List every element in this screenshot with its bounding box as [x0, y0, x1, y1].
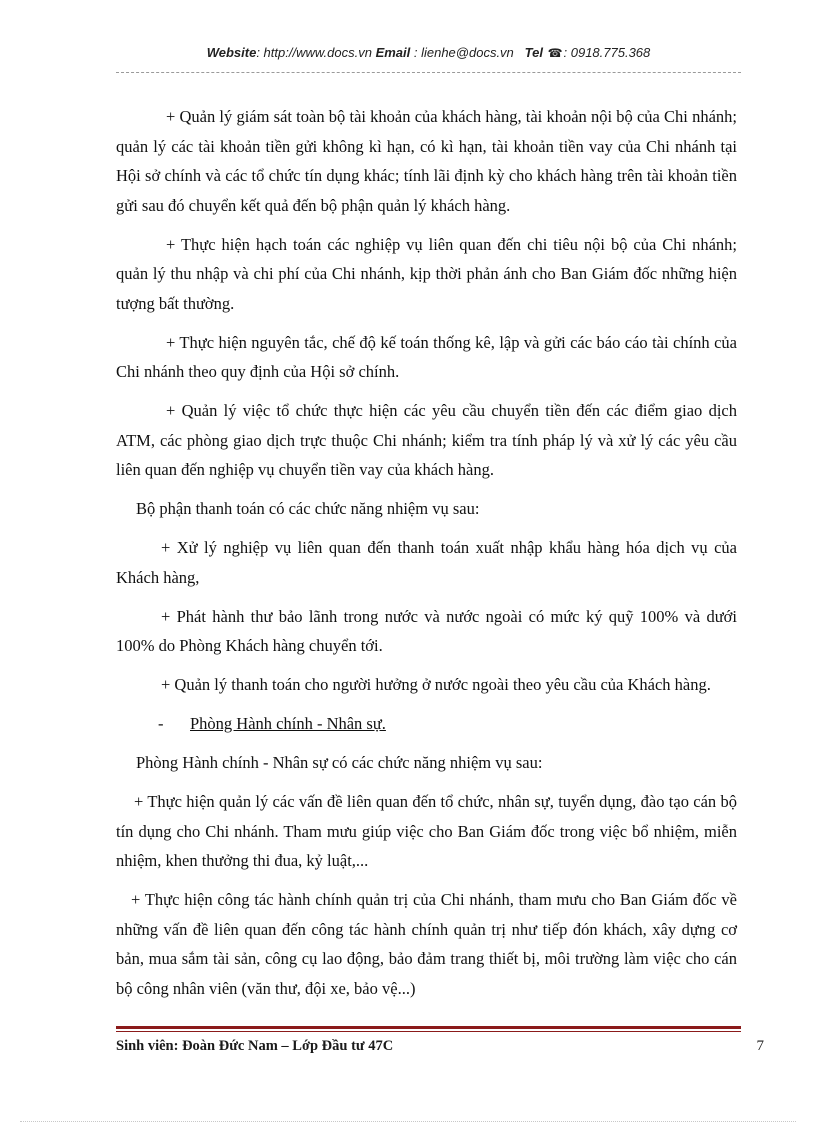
tel-label: Tel: [524, 45, 543, 60]
tel-value: : 0918.775.368: [563, 45, 651, 60]
email-value: : lienhe@docs.vn: [410, 45, 514, 60]
phone-icon: ☎: [547, 46, 563, 60]
email-label: Email: [375, 45, 411, 60]
page-header: [116, 45, 741, 60]
paragraph: + Quản lý thanh toán cho người hưởng ở nước ngoài theo yêu cầu của Khách hàng.: [161, 675, 711, 694]
footer-divider-thin: [116, 1031, 741, 1032]
paragraph: + Thực hiện hạch toán các nghiệp vụ liên quan đến chi tiêu nội bộ của Chi nhánh; quản lý thu nhập và chi phí của Chi nhánh, kịp thời phản ánh cho Ban Giám đốc những hiện tượng bất thường.: [116, 234, 737, 313]
paragraph: + Phát hành thư bảo lãnh trong nước và nước ngoài có mức ký quỹ 100% và dưới 100% do Phòng Khách hàng chuyển tới.: [116, 606, 737, 655]
website-label: Website: [206, 45, 257, 60]
paragraph: Bộ phận thanh toán có các chức năng nhiệm vụ sau:: [136, 499, 480, 518]
paragraph: + Thực hiện quản lý các vấn đề liên quan đến tổ chức, nhân sự, tuyển dụng, đào tạo cán bộ tín dụng cho Chi nhánh. Tham mưu giúp việc cho Ban Giám đốc trong việc bổ nhiệm, miễn nhiệm, khen thưởng thi đua, kỷ luật,...: [116, 792, 737, 870]
section-title: Phòng Hành chính - Nhân sự.: [190, 714, 386, 733]
website-value: : http://www.docs.vn: [256, 45, 372, 60]
paragraph: + Xử lý nghiệp vụ liên quan đến thanh toán xuất nhập khẩu hàng hóa dịch vụ của Khách hàng,: [116, 538, 737, 587]
paragraph: + Thực hiện nguyên tắc, chế độ kế toán thống kê, lập và gửi các báo cáo tài chính của Chi nhánh theo quy định của Hội sở chính.: [116, 332, 737, 381]
footer-divider-thick: [116, 1026, 741, 1029]
document-body: [116, 102, 737, 1013]
section-heading: [116, 709, 737, 739]
page-bottom-border: [20, 1121, 796, 1122]
header-divider: [116, 72, 741, 73]
paragraph: + Quản lý giám sát toàn bộ tài khoản của khách hàng, tài khoản nội bộ của Chi nhánh; quản lý các tài khoản tiền gửi không kì hạn, có kì hạn, tài khoản tiền vay của Chi nhánh tại Hội sở chính và các tổ chức tín dụng khác; tính lãi định kỳ cho khách hàng trên tài khoản tiền gửi sau đó chuyển kết quả đến bộ phận quản lý khách hàng.: [116, 107, 737, 215]
paragraph: + Thực hiện công tác hành chính quản trị của Chi nhánh, tham mưu cho Ban Giám đốc về những vấn đề liên quan đến công tác hành chính quản trị như tiếp đón khách, xây dựng cơ bản, mua sắm tài sản, công cụ lao động, bảo đảm trang thiết bị, môi trường làm việc cho cán bộ công nhân viên (văn thư, đội xe, bảo vệ...): [116, 890, 737, 998]
section-bullet: -: [158, 714, 164, 733]
paragraph: + Quản lý việc tổ chức thực hiện các yêu cầu chuyển tiền đến các điểm giao dịch ATM, các phòng giao dịch trực thuộc Chi nhánh; kiểm tra tính pháp lý và xử lý các yêu cầu liên quan đến nghiệp vụ chuyển tiền vay của khách hàng.: [116, 401, 737, 479]
footer-student: Sinh viên: Đoàn Đức Nam – Lớp Đầu tư 47C: [116, 1038, 394, 1054]
page-number: 7: [756, 1038, 764, 1054]
paragraph: Phòng Hành chính - Nhân sự có các chức năng nhiệm vụ sau:: [136, 753, 543, 772]
